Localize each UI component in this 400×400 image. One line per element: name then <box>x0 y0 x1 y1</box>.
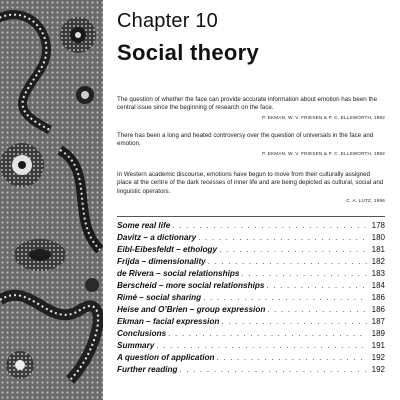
epigraph-attribution: C. A. LUTZ, 1996 <box>346 197 385 203</box>
contents-item-title: Further reading <box>117 365 178 374</box>
dot-leader <box>219 244 367 256</box>
aboriginal-pattern-artwork <box>0 0 103 400</box>
contents-item-page: 192 <box>371 353 385 362</box>
contents-item-page: 180 <box>371 233 385 242</box>
contents-item[interactable] <box>117 340 385 352</box>
contents-item[interactable] <box>117 268 385 280</box>
contents-item-page: 182 <box>371 257 385 266</box>
contents-item-title: Frijda – dimensionality <box>117 257 206 266</box>
contents-item-title: Heise and O’Brien – group expression <box>117 305 266 314</box>
contents-item-page: 178 <box>371 221 385 230</box>
contents-item[interactable] <box>117 220 385 232</box>
contents-item[interactable] <box>117 352 385 364</box>
epigraph <box>117 132 385 157</box>
chapter-decorative-artwork <box>0 0 103 400</box>
epigraph-attribution: P. EKMAN, W. V. FRIESEN & P. C. ELLSWORTH, 1982 <box>262 114 385 120</box>
dot-leader <box>217 352 368 364</box>
contents-item-title: de Rivera – social relationships <box>117 269 240 278</box>
dot-leader <box>180 364 367 376</box>
epigraph <box>117 171 385 204</box>
contents-item-page: 191 <box>371 341 385 350</box>
contents-item-page: 186 <box>371 305 385 314</box>
dot-leader <box>267 304 367 316</box>
epigraph-text: There has been a long and heated controversy over the question of universals in the face and emotion. <box>117 132 374 148</box>
contents-item-title: Rimé – social sharing <box>117 293 202 302</box>
dot-leader <box>168 328 367 340</box>
contents-item-page: 189 <box>371 329 385 338</box>
dot-leader <box>203 292 367 304</box>
contents-item-title: Berscheid – more social relationships <box>117 281 265 290</box>
contents-item[interactable] <box>117 328 385 340</box>
contents-item[interactable] <box>117 292 385 304</box>
contents-item[interactable] <box>117 256 385 268</box>
chapter-content <box>117 0 387 400</box>
contents-item-page: 181 <box>371 245 385 254</box>
contents-item-title: Some real life <box>117 221 171 230</box>
contents-item-page: 183 <box>371 269 385 278</box>
epigraph-text: In Western academic discourse, emotions have begun to move from their culturally assigned place at the centre of the dark recesses of inner life and are being depicted as cultural, social and linguistic operators. <box>117 171 384 195</box>
contents-item-page: 184 <box>371 281 385 290</box>
dot-leader <box>198 232 367 244</box>
dot-leader <box>241 268 367 280</box>
dot-leader <box>266 280 367 292</box>
contents-item-page: 192 <box>371 365 385 374</box>
contents-item-title: Eibl-Eibesfeldt – ethology <box>117 245 218 254</box>
dot-leader <box>172 220 367 232</box>
epigraph-attribution: P. EKMAN, W. V. FRIESEN & P. C. ELLSWORTH, 1982 <box>262 150 385 156</box>
contents-item-title: Davitz – a dictionary <box>117 233 197 242</box>
contents-item-title: Summary <box>117 341 155 350</box>
contents-item-title: Ekman – facial expression <box>117 317 220 326</box>
contents-item[interactable] <box>117 232 385 244</box>
contents-item[interactable] <box>117 280 385 292</box>
contents-item-title: A question of application <box>117 353 215 362</box>
chapter-title: Social theory <box>117 40 260 65</box>
contents-divider <box>117 216 385 217</box>
contents-item[interactable] <box>117 364 385 376</box>
chapter-number: Chapter 10 <box>117 10 218 32</box>
dot-leader <box>208 256 367 268</box>
contents-item[interactable] <box>117 244 385 256</box>
contents-item-title: Conclusions <box>117 329 167 338</box>
contents-item[interactable] <box>117 304 385 316</box>
epigraph-text: The question of whether the face can provide accurate information about emotion has been the central issue since the beginning of research on the face. <box>117 96 378 112</box>
dot-leader <box>221 316 367 328</box>
contents-item-page: 187 <box>371 317 385 326</box>
dot-leader <box>156 340 367 352</box>
contents-item-page: 186 <box>371 293 385 302</box>
epigraph <box>117 96 385 121</box>
chapter-contents-list <box>117 220 385 376</box>
contents-item[interactable] <box>117 316 385 328</box>
